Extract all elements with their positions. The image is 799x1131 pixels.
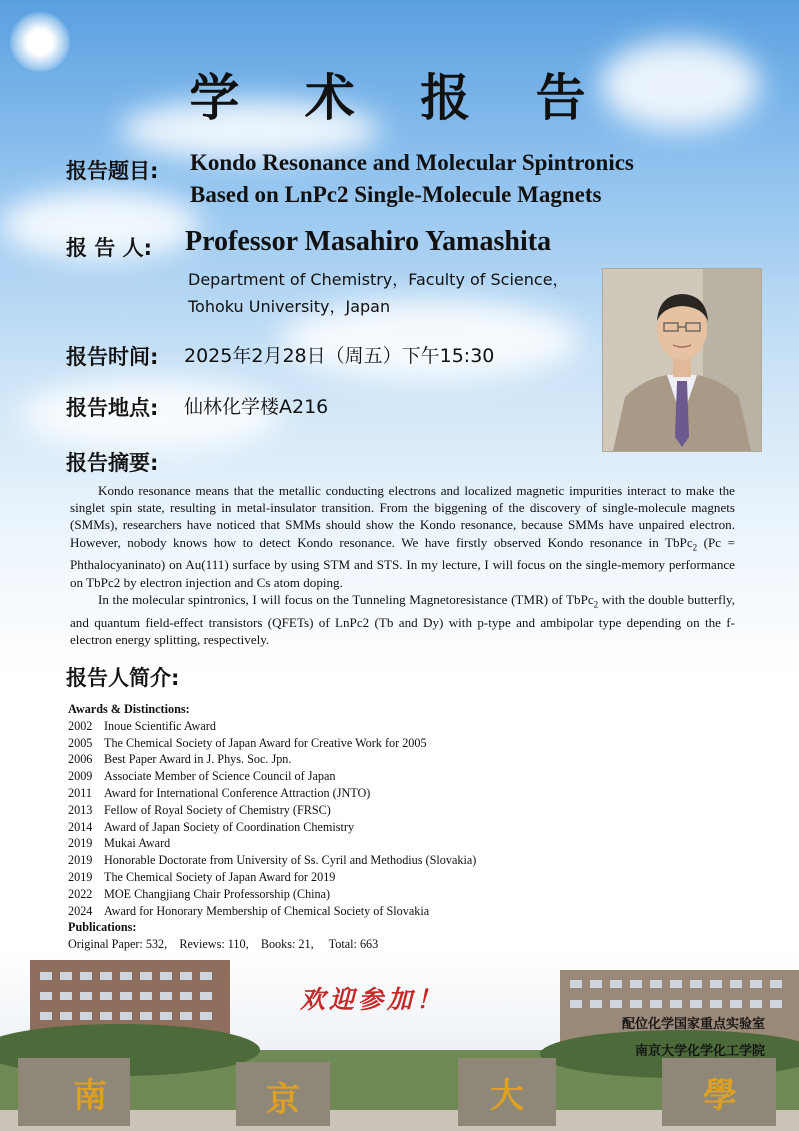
abstract-paragraph: In the molecular spintronics, I will focus on the Tunneling Magnetoresistance (TMR) of TbPc$_2$ with the double butterfly, and quantum field-effect transistors (QFETs) of LnPc2 (Tb and Dy) with p-type and ambipolar type depending on the f-electron energy splitting, respectively. [70,591,735,647]
award-text: The Chemical Society of Japan Award for Creative Work for 2005 [104,735,427,750]
report-topic [190,147,750,211]
abstract-label: 报告摘要: [66,451,159,475]
award-text: Best Paper Award in J. Phys. Soc. Jpn. [104,752,292,767]
place-label: 报告地点: [66,396,159,420]
speaker-affiliation [188,266,569,320]
award-row [68,802,628,819]
award-row [68,835,628,852]
award-text: Mukai Award [104,836,171,851]
gate-character: 南 [73,1076,107,1116]
time-value: 2025年2月28日（周五）下午15:30 [184,345,495,367]
award-text: Inoue Scientific Award [104,718,216,733]
award-year: 2011 [68,785,92,800]
abstract-text [70,482,735,648]
award-row [68,819,628,836]
gate-character: 大 [490,1076,524,1116]
award-row [68,718,628,735]
award-row [68,852,628,869]
publications-heading: Publications: [68,920,137,935]
award-year: 2014 [68,819,93,834]
award-year: 2024 [68,903,93,918]
gate-character: 京 [266,1080,300,1120]
award-row [68,886,628,903]
awards-heading: Awards & Distinctions: [68,702,190,716]
speaker-name: Professor Masahiro Yamashita [185,226,552,257]
award-year: 2019 [68,853,93,868]
award-text: The Chemical Society of Japan Award for 2019 [104,869,336,884]
award-text: Associate Member of Science Council of Japan [104,769,336,784]
organizer-school: 南京大学化学化工学院 [634,1044,765,1059]
place-value: 仙林化学楼A216 [184,396,329,418]
topic-line: Based on LnPc2 Single-Molecule Magnets [190,182,602,207]
abstract-paragraph: Kondo resonance means that the metallic conducting electrons and localized magnetic impurities interact to make the singlet spin state, resulting in metal-insulator transition. From the biggening of the discovery of single-molecule magnets (SMMs), researchers have noticed that SMMs should show the Kondo resonance, because SMMs have unpaired electron. However, nobody knows how to detect Kondo resonance. We have firstly observed Kondo resonance in TbPc$_2$ (Pc = Phthalocyaninato) on Au(111) surface by using STM and STS. In my lecture, I will focus on the single-memory performance on TbPc2 by electron injection and Cs atom doping. [70,483,735,590]
page-title: 学 术 报 告 [189,68,610,127]
speaker-photo [602,268,762,452]
topic-label: 报告题目: [66,159,159,183]
award-text: Honorable Doctorate from University of Ss. Cyril and Methodius (Slovakia) [104,853,477,868]
gate-character: 學 [703,1076,737,1116]
award-row [68,785,628,802]
award-year: 2009 [68,769,93,784]
award-text: Award of Japan Society of Coordination Chemistry [104,819,355,834]
award-year: 2019 [68,869,93,884]
award-row [68,869,628,886]
publications-line: Original Paper: 532, Reviews: 110, Books: 21, Total: 663 [68,937,379,952]
topic-line: Kondo Resonance and Molecular Spintronics [190,150,634,175]
award-row [68,735,628,752]
award-row [68,903,628,920]
award-text: Fellow of Royal Society of Chemistry (FRSC) [104,802,331,817]
award-year: 2013 [68,802,93,817]
bio-label: 报告人简介: [66,666,180,690]
award-year: 2005 [68,735,93,750]
organizer-lab: 配位化学国家重点实验室 [621,1017,765,1032]
award-text: MOE Changjiang Chair Professorship (China) [104,886,331,901]
time-label: 报告时间: [66,345,159,369]
speaker-label: 报 告 人: [66,236,153,260]
affiliation-line: Department of Chemistry，Faculty of Science， [188,270,569,289]
award-text: Award for International Conference Attraction (JNTO) [104,785,371,800]
welcome-text: 欢迎参加！ [300,985,446,1014]
awards-list [68,701,628,953]
award-year: 2019 [68,836,93,851]
award-text: Award for Honorary Membership of Chemical Society of Slovakia [104,903,430,918]
award-year: 2006 [68,752,93,767]
affiliation-line: Tohoku University，Japan [188,297,391,316]
award-row [68,751,628,768]
award-year: 2022 [68,886,93,901]
award-year: 2002 [68,718,93,733]
award-row [68,768,628,785]
